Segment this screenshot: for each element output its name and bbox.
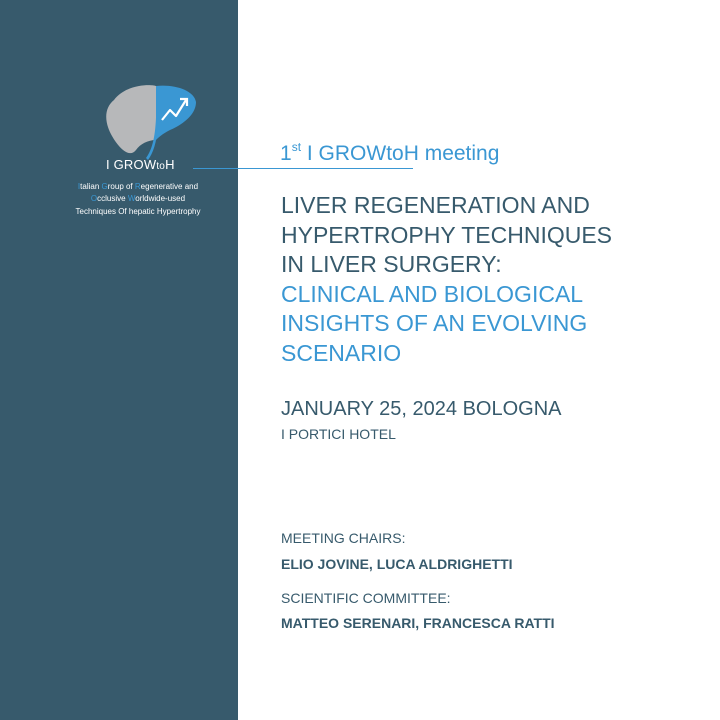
logo-wordmark-end: H	[165, 157, 175, 172]
tagline-text: Techniques Of hepatic Hypertrophy	[75, 206, 201, 216]
edition-heading	[280, 140, 499, 166]
subtitle-line: SCENARIO	[281, 339, 402, 366]
title-line: HYPERTROPHY TECHNIQUES	[281, 221, 613, 248]
tagline-initial: G	[101, 182, 108, 191]
tagline-text: roup of	[107, 182, 135, 191]
sidebar-panel	[0, 0, 238, 720]
edition-suffix: st	[291, 140, 302, 154]
event-title	[281, 191, 701, 368]
logo-wordmark	[106, 157, 175, 172]
committee-label: SCIENTIFIC COMMITTEE:	[281, 590, 451, 606]
tagline-initial: I	[77, 182, 81, 191]
tagline-text: orldwide-used	[135, 194, 186, 204]
liver-logo-icon	[96, 78, 196, 168]
tagline-text: talian	[80, 182, 102, 191]
tagline-initial: O	[90, 194, 98, 204]
event-venue: I PORTICI HOTEL	[281, 426, 396, 442]
logo-wordmark-main: I GROW	[106, 157, 157, 172]
committee-names: MATTEO SERENARI, FRANCESCA RATTI	[281, 615, 555, 631]
subtitle-line: INSIGHTS OF AN EVOLVING	[281, 310, 588, 336]
subtitle-line: CLINICAL AND BIOLOGICAL	[281, 280, 584, 307]
edition-text: I GROWtoH meeting	[301, 142, 500, 165]
chairs-names: ELIO JOVINE, LUCA ALDRIGHETTI	[281, 556, 513, 572]
tagline-line	[64, 193, 212, 205]
logo-tagline	[64, 181, 212, 218]
tagline-line	[64, 181, 212, 193]
tagline-text: cclusive	[97, 194, 128, 204]
edition-number: 1	[280, 142, 292, 165]
event-date: JANUARY 25, 2024 BOLOGNA	[281, 398, 562, 420]
tagline-initial: W	[127, 194, 136, 204]
tagline-initial: R	[134, 182, 141, 191]
title-line: LIVER REGENERATION AND	[281, 192, 590, 218]
tagline-text: egenerative and	[140, 182, 199, 191]
title-line: IN LIVER SURGERY:	[281, 251, 502, 277]
chairs-label: MEETING CHAIRS:	[281, 530, 406, 546]
tagline-line	[64, 206, 212, 218]
connector-line	[193, 168, 413, 169]
logo-wordmark-small: to	[156, 161, 166, 172]
